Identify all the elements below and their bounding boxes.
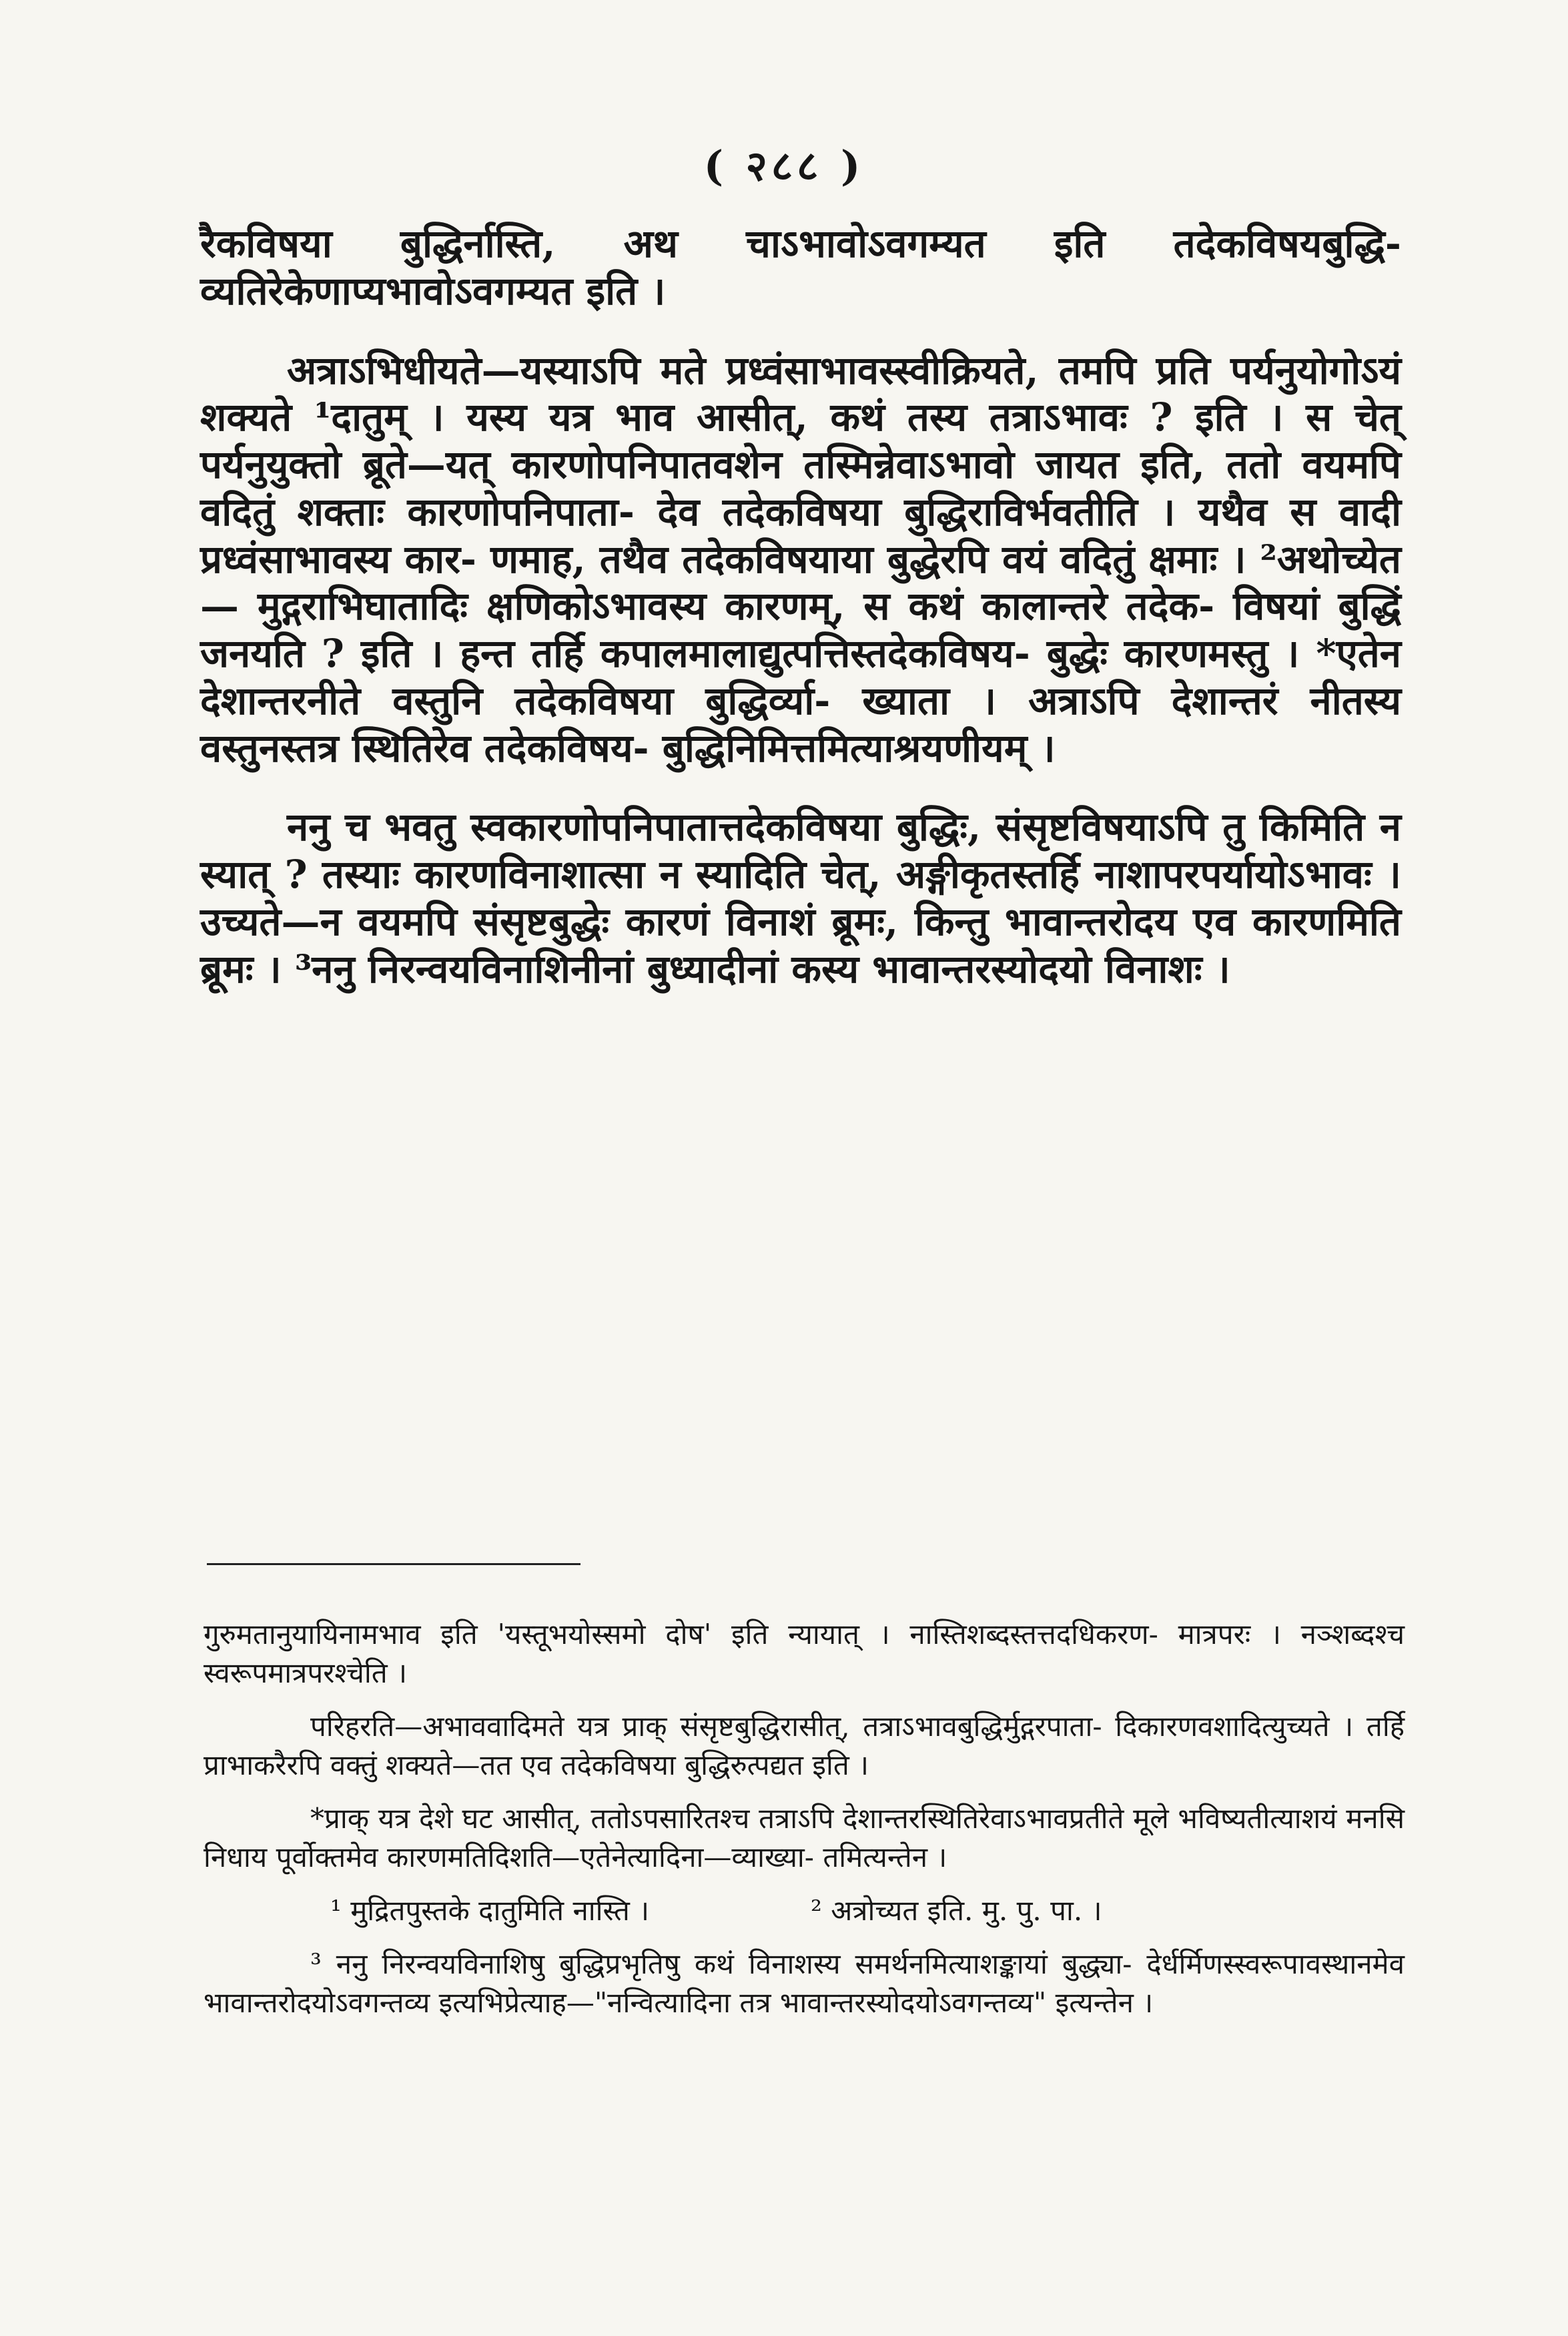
- footnote-star: *प्राक् यत्र देशे घट आसीत्, ततोऽपसारितश्च तत्राऽपि देशान्तरस्थितिरेवाऽभावप्रतीते मूले भविष्यतीत्याशयं मनसि निधाय पूर्वोक्तमेव कारणमतिदिशति—एतेनेत्यादिना—व्याख्या- तमित्यन्तेन ।: [204, 1801, 1405, 1873]
- footnote-continuation: गुरुमतानुयायिनामभाव इति 'यस्तूभयोस्समो दोष' इति न्यायात् । नास्तिशब्दस्तत्तदधिकरण- मात्रपरः । नञ्शब्दश्च स्वरूपमात्रपरश्चेति ।: [204, 1618, 1405, 1689]
- footnote-divider: [207, 1563, 580, 1565]
- page-number: ( २८८ ): [703, 141, 865, 190]
- footnotes-section: [204, 1615, 1405, 2037]
- footnote-3: ³ ननु निरन्वयविनाशिषु बुद्धिप्रभृतिषु कथं विनाशस्य समर्थनमित्याशङ्कायां बुद्ध्या- देर्धर्मिणस्स्वरूपावस्थानमेव भावान्तरोदयोऽवगन्तव्य इत्यभिप्रेत्याह—"नन्वित्यादिना तत्र भावान्तरस्योदयोऽवगन्तव्य" इत्यन्तेन ।: [204, 1947, 1405, 2019]
- paragraph-abhidhiyate: अत्राऽभिधीयते—यस्याऽपि मते प्रध्वंसाभावस्स्वीक्रियते, तमपि प्रति पर्यनुयोगोऽयं शक्यते ¹दातुम् । यस्य यत्र भाव आसीत्, कथं तस्य तत्राऽभावः ? इति । स चेत् पर्यनुयुक्तो ब्रूते—यत् कारणोपनिपातवशेन तस्मिन्नेवाऽभावो जायत इति, ततो वयमपि वदितुं शक्ताः कारणोपनिपाता- देव तदेकविषया बुद्धिराविर्भवतीति । यथैव स वादी प्रध्वंसाभावस्य कार- णमाह, तथैव तदेकविषयाया बुद्धेरपि वयं वदितुं क्षमाः । ²अथोच्येत— मुद्गराभिघातादिः क्षणिकोऽभावस्य कारणम्, स कथं कालान्तरे तदेक- विषयां बुद्धिं जनयति ? इति । हन्त तर्हि कपालमालाद्युत्पत्तिस्तदेकविषय- बुद्धेः कारणमस्तु । *एतेन देशान्तरनीते वस्तुनि तदेकविषया बुद्धिर्व्या- ख्याता । अत्राऽपि देशान्तरं नीतस्य वस्तुनस्तत्र स्थितिरेव तदेकविषय- बुद्धिनिमित्तमित्याश्रयणीयम् ।: [200, 347, 1401, 771]
- footnote-refs-row: [204, 1891, 1405, 1930]
- main-text-body: [200, 220, 1401, 1025]
- paragraph-continuation: रैकविषया बुद्धिर्नास्ति, अथ चाऽभावोऽवगम्यत इति तदेकविषयबुद्धि- व्यतिरेकेणाप्यभावोऽवगम्यत इति ।: [200, 221, 1401, 314]
- footnote-pariharati: परिहरति—अभाववादिमते यत्र प्राक् संसृष्टबुद्धिरासीत्, तत्राऽभावबुद्धिर्मुद्गरपाता- दिकारणवशादित्युच्यते । तर्हि प्राभाकरैरपि वक्तुं शक्यते—तत एव तदेकविषया बुद्धिरुत्पद्यत इति ।: [204, 1709, 1405, 1781]
- footnote-2: ² अत्रोच्यत इति. मु. पु. पा. ।: [811, 1893, 1102, 1927]
- paragraph-nanu-ca: ननु च भवतु स्वकारणोपनिपातात्तदेकविषया बुद्धिः, संसृष्टविषयाऽपि तु किमिति न स्यात् ? तस्याः कारणविनाशात्सा न स्यादिति चेत्, अङ्गीकृतस्तर्हि नाशापरपर्यायोऽभावः । उच्यते—न वयमपि संसृष्टबुद्धेः कारणं विनाशं ब्रूमः, किन्तु भावान्तरोदय एव कारणमिति ब्रूमः । ³ननु निरन्वयविनाशिनीनां बुध्यादीनां कस्य भावान्तरस्योदयो विनाशः ।: [200, 804, 1401, 992]
- footnote-1: ¹ मुद्रितपुस्तके दातुमिति नास्ति ।: [330, 1893, 650, 1927]
